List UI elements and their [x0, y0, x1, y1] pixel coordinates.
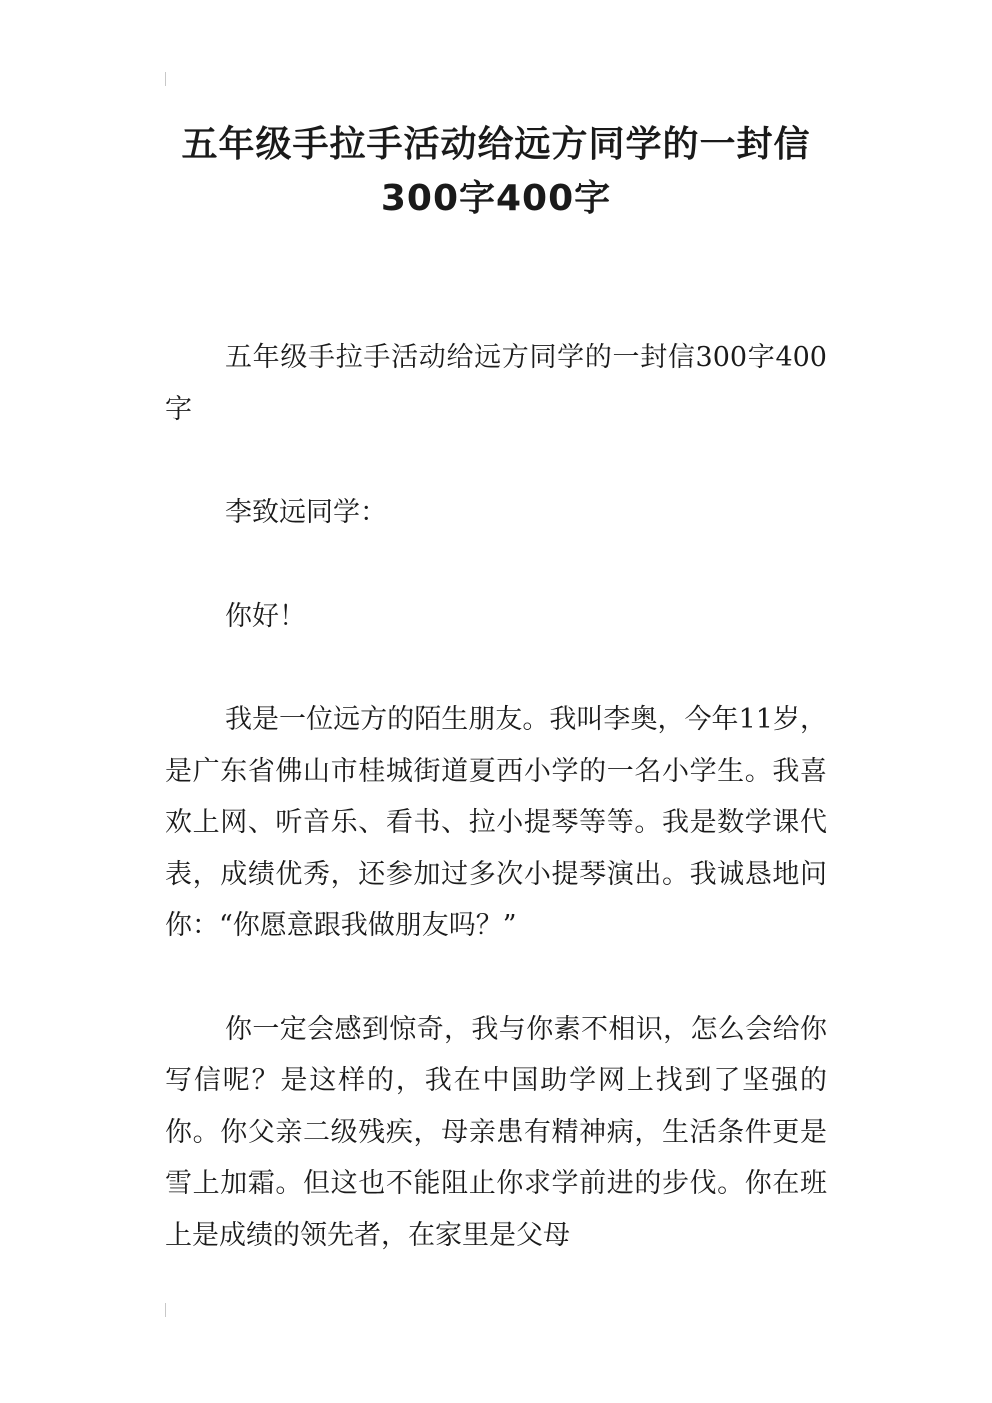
paragraph-salutation: 李致远同学：: [225, 497, 387, 528]
document-title: 五年级手拉手活动给远方同学的一封信300字400字: [181, 124, 811, 219]
paragraph-introduction: 我是一位远方的陌生朋友。我叫李奥，今年11岁，是广东省佛山市桂城街道夏西小学的一名小学生。我喜欢上网、听音乐、看书、拉小提琴等等。我是数学课代表，成绩优秀，还参加过多次小提琴演出。我诚恳地问你：“你愿意跟我做朋友吗？”: [165, 704, 827, 941]
page-corner-mark-bottom: [165, 1303, 166, 1317]
page-corner-mark-top: [165, 72, 166, 86]
paragraph-reason: 你一定会感到惊奇，我与你素不相识，怎么会给你写信呢？是这样的，我在中国助学网上找到了坚强的你。你父亲二级残疾，母亲患有精神病，生活条件更是雪上加霜。但这也不能阻止你求学前进的步伐。你在班上是成绩的领先者，在家里是父母: [165, 1013, 827, 1251]
document-body: [165, 332, 827, 1313]
paragraph-greeting: 你好！: [225, 600, 306, 632]
paragraph-subtitle: 五年级手拉手活动给远方同学的一封信300字400字: [165, 342, 827, 425]
